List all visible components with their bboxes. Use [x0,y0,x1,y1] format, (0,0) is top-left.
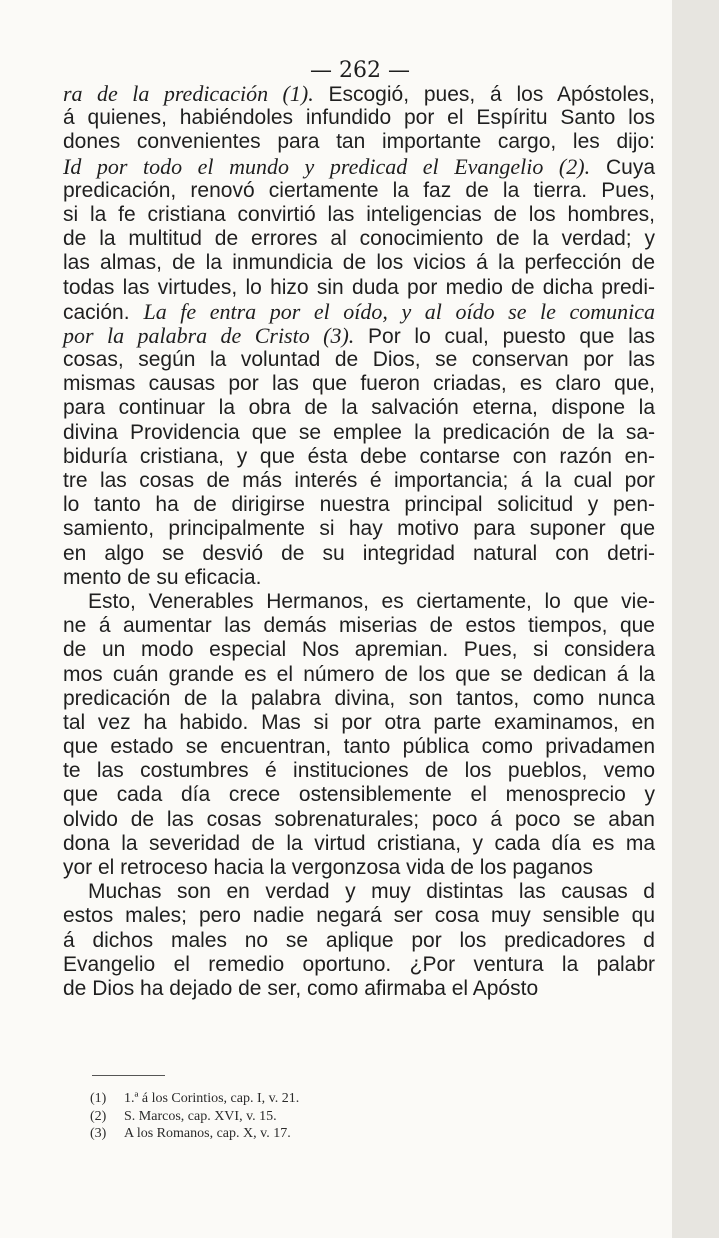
text-segment: samiento, principalmente si hay motivo para suponer que [63,517,655,541]
text-line [63,82,655,106]
text-line [63,953,655,977]
text-line [63,324,655,348]
text-segment: divina Providencia que se emplee la predicación de la sa- [63,420,655,444]
text-segment: en algo se desvió de su integridad natural con detri- [63,541,655,565]
footnotes [90,1090,510,1143]
italic-quote: por la palabra de Cristo (3). [63,322,355,348]
text-line [63,276,655,300]
text-segment: lo tanto ha de dirigirse nuestra principal solicitud y pen- [63,493,655,517]
footnote-text: S. Marcos, cap. XVI, v. 15. [124,1108,277,1124]
text-line [63,130,655,154]
text-line [63,783,655,807]
text-line [63,421,655,445]
text-line [63,638,655,662]
text-segment: las almas, de la inmundicia de los vicios á la perfección de [63,251,655,275]
text-line [63,977,655,1001]
footnote-divider [92,1075,165,1076]
text-line [63,832,655,856]
text-line [63,808,655,832]
footnote-number: (2) [90,1108,107,1124]
text-segment: predicación, renovó ciertamente la faz de la tierra. Pues, [63,178,655,202]
text-line [63,590,655,614]
text-segment: Evangelio el remedio oportuno. ¿Por ventura la palabr [63,952,655,976]
text-segment: mento de su eficacia. [63,565,262,589]
text-segment: cosas, según la voluntad de Dios, se conservan por las [63,348,655,372]
text-segment: Cuya [590,155,656,179]
text-line [63,663,655,687]
text-line [63,106,655,130]
text-line [63,542,655,566]
text-segment: mismas causas por las que fueron criadas, es claro que, [63,372,655,396]
text-line [63,566,655,590]
footnote [90,1090,510,1108]
text-line [63,469,655,493]
text-line [63,904,655,928]
text-line [63,856,655,880]
text-line [63,348,655,372]
text-line [63,227,655,251]
text-line [63,735,655,759]
text-segment: yor el retroceso hacia la vergonzosa vida de los paganos [63,856,593,879]
text-segment: de Dios ha dejado de ser, como afirmaba el Apósto [63,976,539,1000]
text-segment: á dichos males no se aplique por los predicadores d [63,928,655,952]
text-segment: de la multitud de errores al conocimiento de la verdad; y [63,227,655,251]
text-line [63,687,655,711]
text-line [63,300,655,324]
text-line [63,179,655,203]
text-segment: mos cuán grande es el número de los que se dedican á la [63,662,655,686]
text-line [63,880,655,904]
scan-margin [672,0,719,1238]
text-segment: Muchas son en verdad y muy distintas las causas d [88,880,655,904]
footnote-text: 1.ª á los Corintios, cap. I, v. 21. [124,1091,300,1106]
footnote-number: (3) [90,1126,107,1141]
italic-quote: ra de la predicación (1). [63,81,314,106]
page-number: — 262 — [310,58,410,83]
footnote-number: (1) [90,1091,107,1106]
text-segment: para continuar la obra de la salvación eterna, dispone la [63,396,655,420]
footnote [90,1108,510,1126]
footnote-text: A los Romanos, cap. X, v. 17. [124,1126,291,1141]
text-line [63,203,655,227]
italic-quote: Id por todo el mundo y predicad el Evangelio (2). [63,153,591,179]
text-segment: te las costumbres é instituciones de los pueblos, vemo [63,759,655,783]
text-line [63,155,655,179]
text-segment: Por lo cual, puesto que las [354,324,655,348]
text-segment: predicación de la palabra divina, son tantos, como nunca [63,686,655,710]
text-segment: dones convenientes para tan importante cargo, les dijo: [63,130,655,154]
text-line [63,493,655,517]
text-segment: tal vez ha habido. Mas si por otra parte examinamos, en [63,710,655,734]
footnote [90,1125,510,1143]
text-segment: si la fe cristiana convirtió las inteligencias de los hombres, [63,202,655,226]
body-text [63,82,655,1001]
text-line [63,759,655,783]
text-segment: biduría cristiana, y que ésta debe contarse con razón en- [63,444,655,468]
text-line [63,614,655,638]
text-segment: tre las cosas de más interés é importancia; á la cual por [63,469,655,492]
text-segment: que estado se encuentran, tanto pública como privadamen [63,735,655,759]
text-segment: todas las virtudes, lo hizo sin duda por medio de dicha predi- [63,275,655,299]
text-line [63,372,655,396]
text-segment: ne á aumentar las demás miserias de estos tiempos, que [63,614,655,638]
text-line [63,929,655,953]
text-segment: á quienes, habiéndoles infundido por el Espíritu Santo los [63,106,655,130]
text-line [63,445,655,469]
text-line [63,517,655,541]
text-segment: dona la severidad de la virtud cristiana, y cada día es ma [63,831,655,855]
italic-quote: La fe entra por el oído, y al oído se le comunica [143,298,656,324]
text-segment: estos males; pero nadie negará ser cosa muy sensible qu [63,904,655,928]
text-line [63,711,655,735]
text-segment: cación. [63,300,144,324]
text-segment: olvido de las cosas sobrenaturales; poco á poco se aban [63,807,655,831]
text-segment: Escogió, pues, á los Apóstoles, [313,83,656,106]
text-line [63,396,655,420]
text-segment: que cada día crece ostensiblemente el menosprecio y [63,783,655,807]
text-segment: de un modo especial Nos apremian. Pues, si considera [63,638,655,662]
text-line [63,251,655,275]
text-segment: Esto, Venerables Hermanos, es ciertamente, lo que vie- [88,589,655,613]
